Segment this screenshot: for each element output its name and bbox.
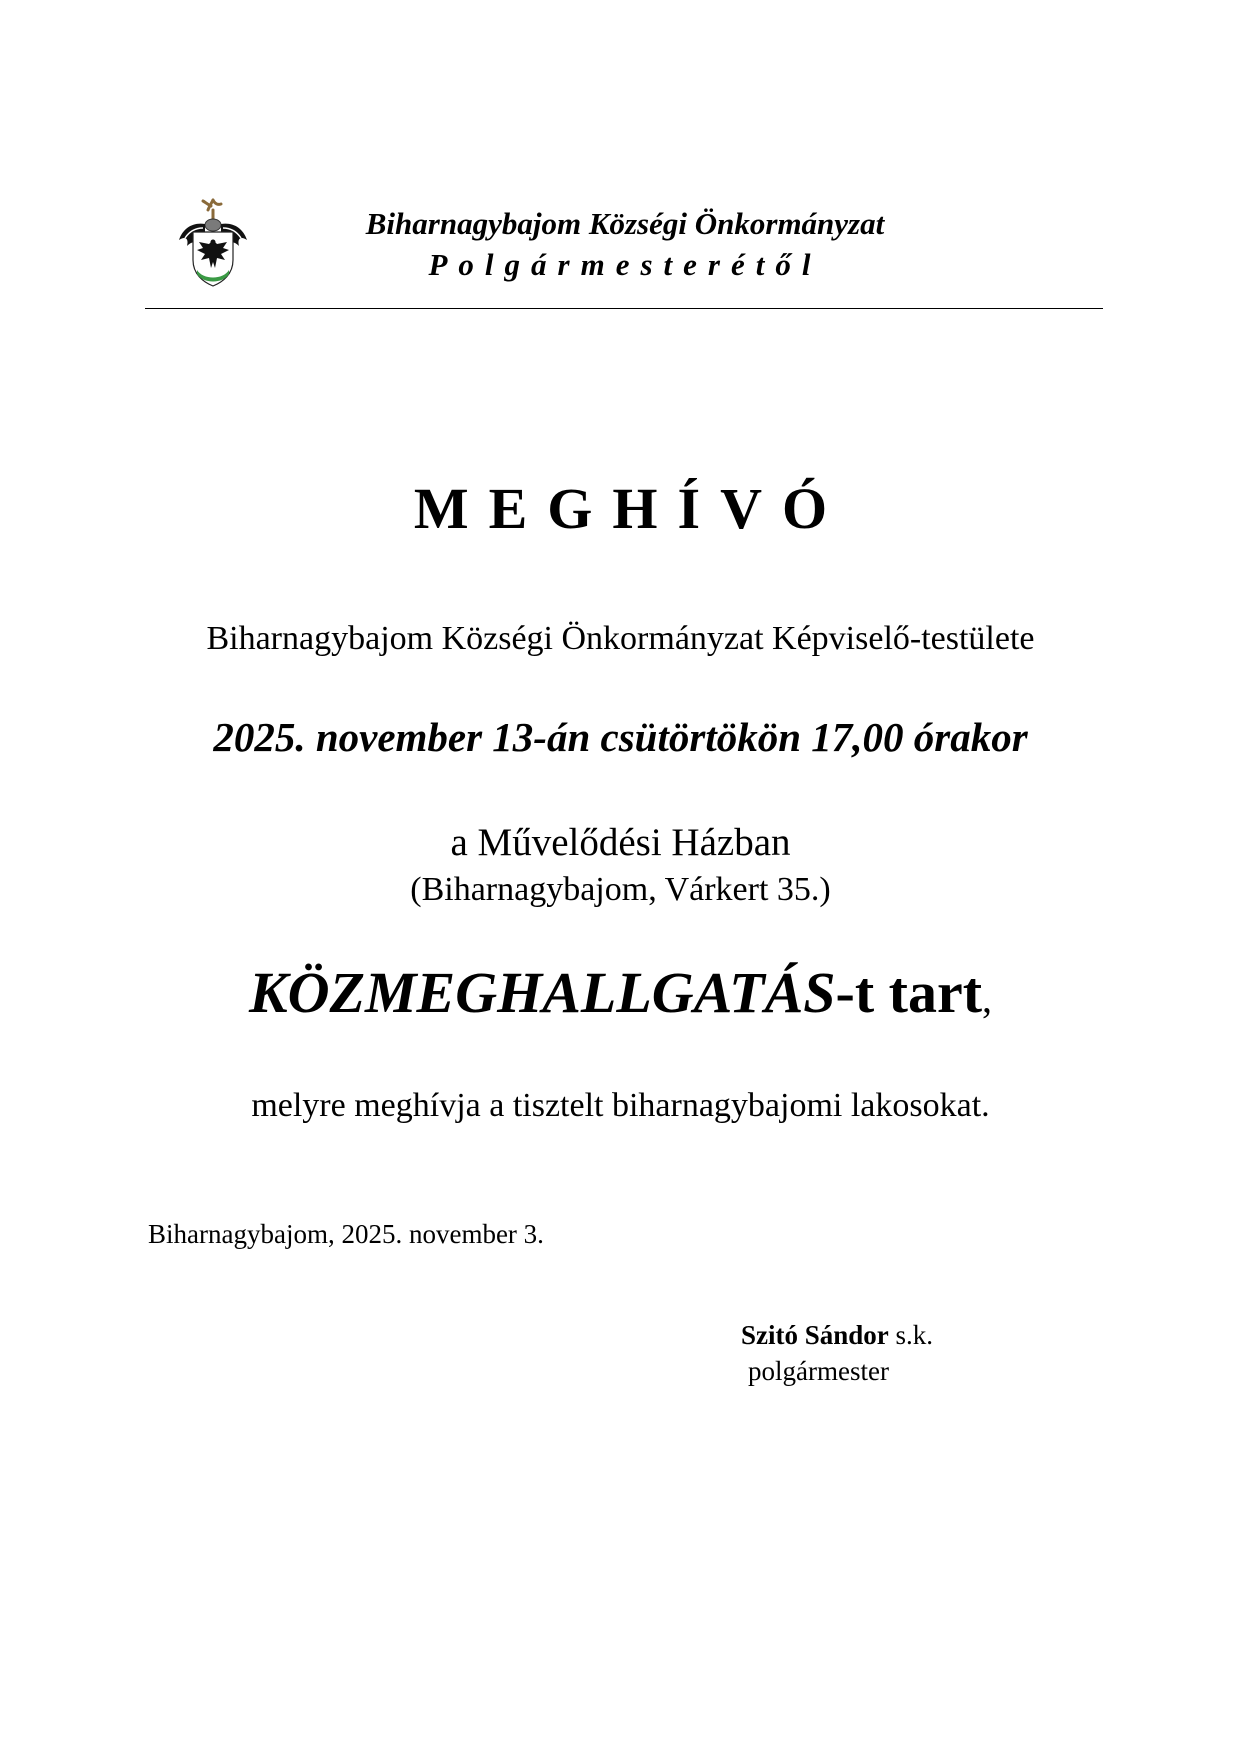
event-comma: , [982,976,993,1021]
invitation-text: melyre meghívja a tisztelt biharnagybajomi lakosokat. [251,1087,990,1124]
document-title: MEGHÍVÓ [413,476,848,541]
event-name: KÖZMEGHALLGATÁS [248,960,836,1025]
event-heading [0,958,1241,1034]
signer-title: polgármester [748,1356,889,1386]
meeting-venue: a Művelődési Házban [450,821,791,864]
signer-suffix: s.k. [888,1320,934,1350]
coat-of-arms-icon [175,198,251,290]
signer-name: Szitó Sándor [741,1320,889,1350]
venue-address: (Biharnagybajom, Várkert 35.) [410,871,831,908]
header-divider [145,308,1103,309]
signer-line [741,1318,933,1352]
organization-subtitle: Polgármesterétől [428,247,822,282]
event-suffix: -t tart [835,960,983,1025]
organization-name: Biharnagybajom Községi Önkormányzat [365,206,885,241]
meeting-date: 2025. november 13-án csütörtökön 17,00 órakor [213,714,1028,760]
place-and-date: Biharnagybajom, 2025. november 3. [148,1219,544,1249]
council-line: Biharnagybajom Községi Önkormányzat Képviselő-testülete [206,620,1035,657]
